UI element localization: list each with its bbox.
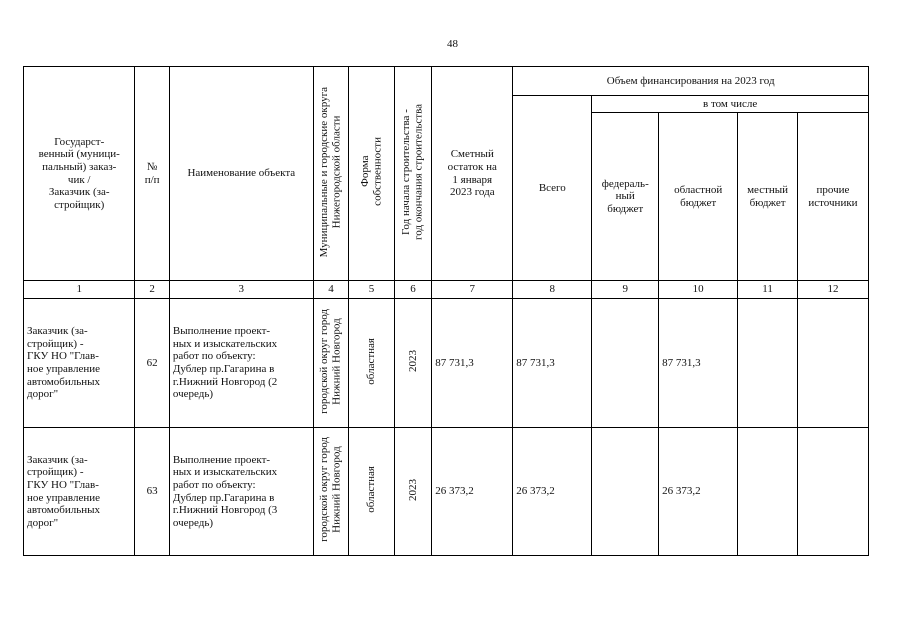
- row-regional: 26 373,2: [659, 428, 738, 556]
- row-ownership: областная: [349, 299, 395, 428]
- header-including: в том числе: [592, 96, 869, 113]
- header-total: Всего: [513, 96, 592, 281]
- row-number: 63: [135, 428, 169, 556]
- row-municipality: городской округ город Нижний Новгород: [313, 428, 348, 556]
- column-number: 2: [135, 281, 169, 299]
- row-total: 26 373,2: [513, 428, 592, 556]
- row-total: 87 731,3: [513, 299, 592, 428]
- header-funding-volume: Объем финансирования на 2023 год: [513, 67, 869, 96]
- column-number: 9: [592, 281, 659, 299]
- header-municipality: Муниципальные и городские округа Нижегородской области: [313, 67, 348, 281]
- column-number: 4: [313, 281, 348, 299]
- row-ownership: областная: [349, 428, 395, 556]
- column-number: 7: [432, 281, 513, 299]
- table-row: [24, 299, 869, 428]
- row-customer: Заказчик (за- стройщик) - ГКУ НО "Глав- ное управление автомобильных дорог": [24, 428, 135, 556]
- row-municipality: городской округ город Нижний Новгород: [313, 299, 348, 428]
- column-number: 10: [659, 281, 738, 299]
- column-number: 12: [797, 281, 868, 299]
- table-row: [24, 428, 869, 556]
- financing-table: [23, 66, 869, 556]
- row-object-name: Выполнение проект- ных и изыскательских работ по объекту: Дублер пр.Гагарина в г.Нижний Новгород (3 очередь): [169, 428, 313, 556]
- header-ownership: Форма собственности: [349, 67, 395, 281]
- row-object-name: Выполнение проект- ных и изыскательских работ по объекту: Дублер пр.Гагарина в г.Нижний Новгород (2 очередь): [169, 299, 313, 428]
- row-other: [797, 428, 868, 556]
- header-row-1: [24, 67, 869, 96]
- column-number: 8: [513, 281, 592, 299]
- row-years: 2023: [394, 428, 431, 556]
- header-estimate-balance: Сметный остаток на 1 января 2023 года: [432, 67, 513, 281]
- header-local: местный бюджет: [738, 113, 798, 281]
- row-customer: Заказчик (за- стройщик) - ГКУ НО "Глав- ное управление автомобильных дорог": [24, 299, 135, 428]
- header-object-name: Наименование объекта: [169, 67, 313, 281]
- row-years: 2023: [394, 299, 431, 428]
- page-number: 48: [447, 38, 458, 50]
- row-number: 62: [135, 299, 169, 428]
- row-federal: [592, 299, 659, 428]
- header-years: Год начала строительства - год окончания строительства: [394, 67, 431, 281]
- header-customer: Государст- венный (муници- пальный) заказ- чик / Заказчик (за- стройщик): [24, 67, 135, 281]
- row-estimate-balance: 87 731,3: [432, 299, 513, 428]
- header-number: № п/п: [135, 67, 169, 281]
- header-regional: областной бюджет: [659, 113, 738, 281]
- header-federal: федераль- ный бюджет: [592, 113, 659, 281]
- row-local: [738, 428, 798, 556]
- header-other: прочие источники: [797, 113, 868, 281]
- column-number: 1: [24, 281, 135, 299]
- row-local: [738, 299, 798, 428]
- column-number: 11: [738, 281, 798, 299]
- row-estimate-balance: 26 373,2: [432, 428, 513, 556]
- row-other: [797, 299, 868, 428]
- column-number-row: [24, 281, 869, 299]
- column-number: 3: [169, 281, 313, 299]
- row-regional: 87 731,3: [659, 299, 738, 428]
- row-federal: [592, 428, 659, 556]
- column-number: 5: [349, 281, 395, 299]
- column-number: 6: [394, 281, 431, 299]
